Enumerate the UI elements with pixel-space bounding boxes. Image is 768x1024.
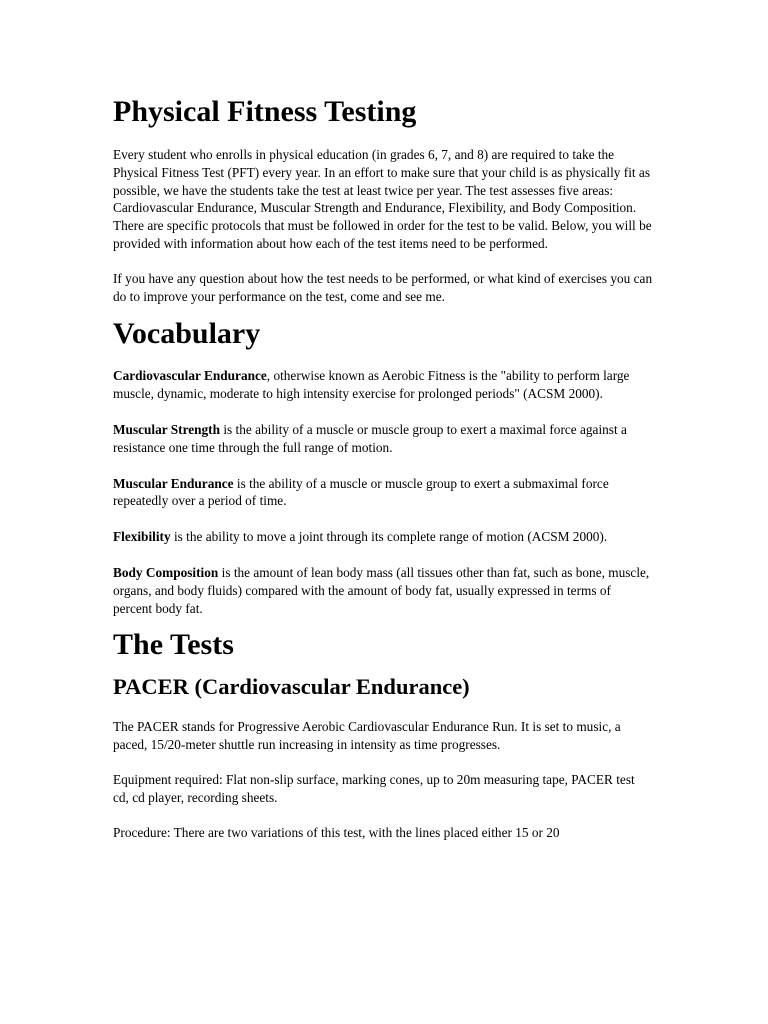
vocab-term: Muscular Strength (113, 421, 220, 437)
vocab-term: Body Composition (113, 564, 219, 580)
intro-paragraph: Every student who enrolls in physical education (in grades 6, 7, and 8) are required to take the Physical Fitness Test (PFT) every year. In an effort to make sure that your child is as physically fit as possible, we have the students take the test at least twice per year. The test assesses five areas: Cardiovascular Endurance, Muscular Strength and Endurance, Flexibility, and Body Composition. There are specific protocols that must be followed in order for the test to be valid. Below, you will be provided with information about how each of the test items need to be performed. (113, 147, 652, 251)
vocab-definition: is the ability of a muscle or muscle group to exert a submaximal force repeatedly over a period of time. (113, 475, 609, 509)
vocab-cardiovascular-endurance (113, 367, 653, 403)
vocab-muscular-endurance (113, 475, 653, 511)
tests-heading: The Tests (113, 628, 234, 662)
vocab-flexibility (113, 528, 653, 546)
vocab-definition: is the ability of a muscle or muscle group to exert a maximal force against a resistance one time through the full range of motion. (113, 421, 627, 455)
document-page (113, 95, 653, 858)
vocab-term: Muscular Endurance (113, 475, 234, 491)
vocab-term: Cardiovascular Endurance (113, 368, 267, 384)
pacer-heading: PACER (Cardiovascular Endurance) (113, 674, 470, 700)
vocab-definition: is the ability to move a joint through its complete range of motion (ACSM 2000). (170, 529, 608, 545)
vocab-term: Flexibility (113, 529, 171, 545)
vocab-definition: , otherwise known as Aerobic Fitness is the "ability to perform large muscle, dynamic, moderate to high intensity exercise for prolonged periods" (ACSM 2000). (113, 368, 630, 402)
vocabulary-heading: Vocabulary (113, 317, 261, 351)
page-title: Physical Fitness Testing (113, 95, 417, 128)
pacer-equipment: Equipment required: Flat non-slip surface, marking cones, up to 20m measuring tape, PACER test cd, cd player, recording sheets. (113, 771, 635, 805)
contact-paragraph: If you have any question about how the test needs to be performed, or what kind of exercises you can do to improve your performance on the test, come and see me. (113, 270, 653, 304)
pacer-description: The PACER stands for Progressive Aerobic Cardiovascular Endurance Run. It is set to music, a paced, 15/20-meter shuttle run increasing in intensity as time progresses. (113, 719, 621, 753)
pacer-procedure: Procedure: There are two variations of this test, with the lines placed either 15 or 20 (113, 824, 560, 840)
vocab-definition: is the amount of lean body mass (all tissues other than fat, such as bone, muscle, organs, and body fluids) compared with the amount of body fat, usually expressed in terms of percent body fat. (113, 564, 650, 616)
vocab-body-composition (113, 564, 653, 617)
vocab-muscular-strength (113, 421, 653, 457)
